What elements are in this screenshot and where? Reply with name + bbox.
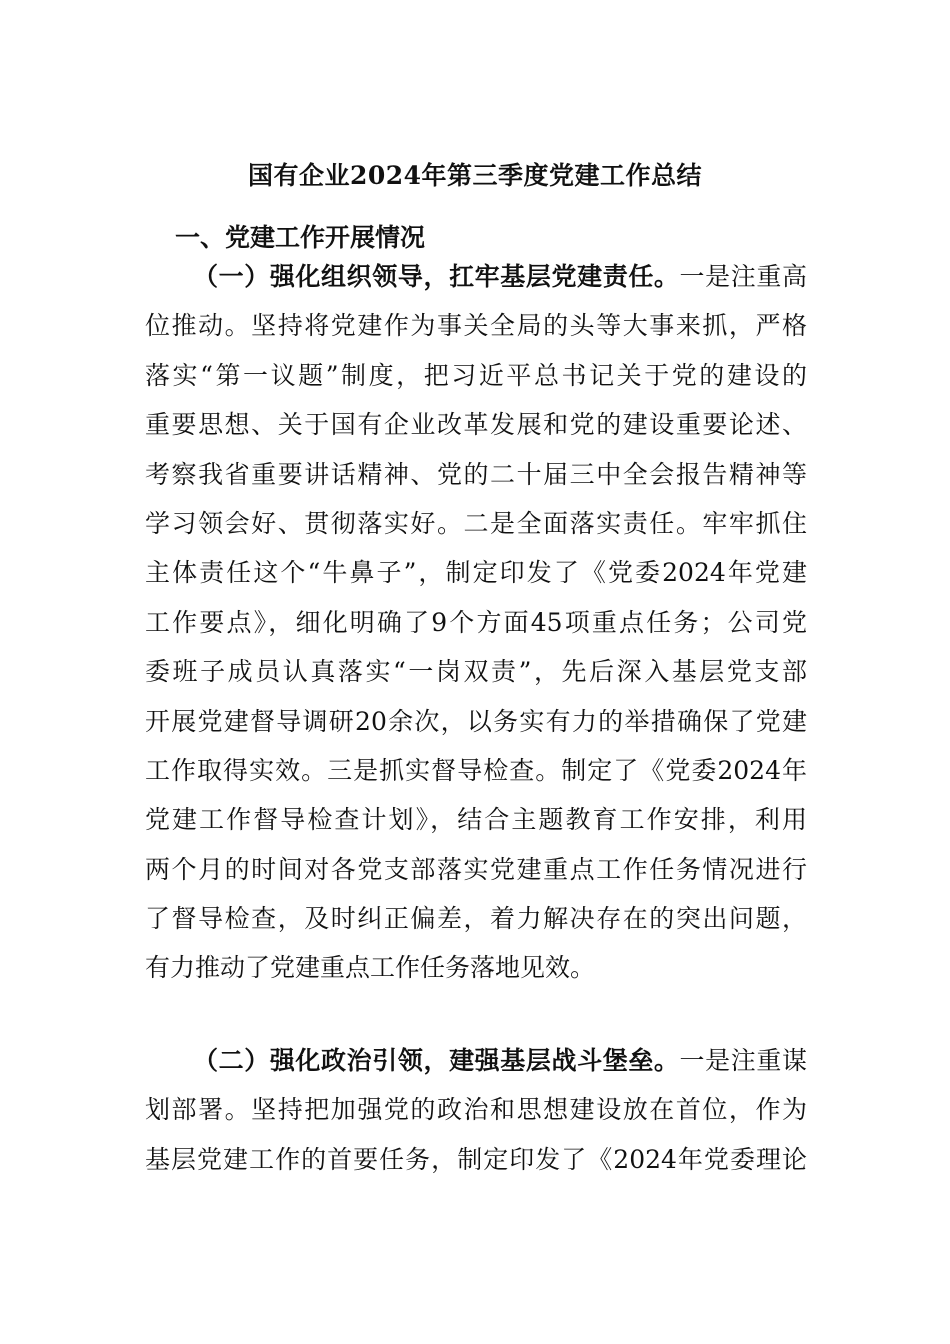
paragraph-line: 主体责任这个“牛鼻子”，制定印发了《党委2024年党建	[145, 558, 807, 588]
paragraph-organization-leadership	[145, 252, 807, 993]
paragraph-line: 学习领会好、贯彻落实好。二是全面落实责任。牢牢抓住	[145, 508, 807, 538]
paragraph-line: 重要思想、关于国有企业改革发展和党的建设重要论述、	[145, 410, 807, 440]
paragraph-line: 开展党建督导调研20余次，以务实有力的举措确保了党建	[145, 706, 807, 736]
paragraph-line: 考察我省重要讲话精神、党的二十届三中全会报告精神等	[145, 459, 807, 489]
paragraph-lead: （一）强化组织领导，扛牢基层党建责任。	[193, 262, 680, 291]
section-heading: 一、党建工作开展情况	[175, 223, 426, 252]
paragraph-line: 委班子成员认真落实“一岗双责”，先后深入基层党支部	[145, 657, 807, 687]
paragraph-line: 党建工作督导检查计划》，结合主题教育工作安排，利用	[145, 805, 807, 835]
paragraph-line: 划部署。坚持把加强党的政治和思想建设放在首位，作为	[145, 1095, 807, 1125]
paragraph-line: 有力推动了党建重点工作任务落地见效。	[145, 953, 596, 983]
paragraph-line: 工作要点》，细化明确了9个方面45项重点任务；公司党	[145, 607, 807, 637]
paragraph-line: 位推动。坚持将党建作为事关全局的头等大事来抓，严格	[145, 311, 807, 341]
document-title: 国有企业2024年第三季度党建工作总结	[247, 161, 703, 190]
paragraph-line: 了督导检查，及时纠正偏差，着力解决存在的突出问题，	[145, 904, 807, 934]
paragraph-line	[145, 1036, 807, 1085]
paragraph-line: 基层党建工作的首要任务，制定印发了《2024年党委理论	[145, 1144, 807, 1174]
paragraph-line: 工作取得实效。三是抓实督导检查。制定了《党委2024年	[145, 755, 807, 785]
paragraph-line-text: 一是注重谋	[679, 1046, 807, 1075]
paragraph-line-text: 一是注重高	[679, 262, 807, 291]
paragraph-line: 两个月的时间对各党支部落实党建重点工作任务情况进行	[145, 854, 807, 884]
paragraph-line: 落实“第一议题”制度，把习近平总书记关于党的建设的	[145, 360, 807, 390]
paragraph-lead: （二）强化政治引领，建强基层战斗堡垒。	[193, 1046, 680, 1075]
paragraph-political-guidance	[145, 1036, 807, 1184]
paragraph-line	[145, 252, 807, 301]
